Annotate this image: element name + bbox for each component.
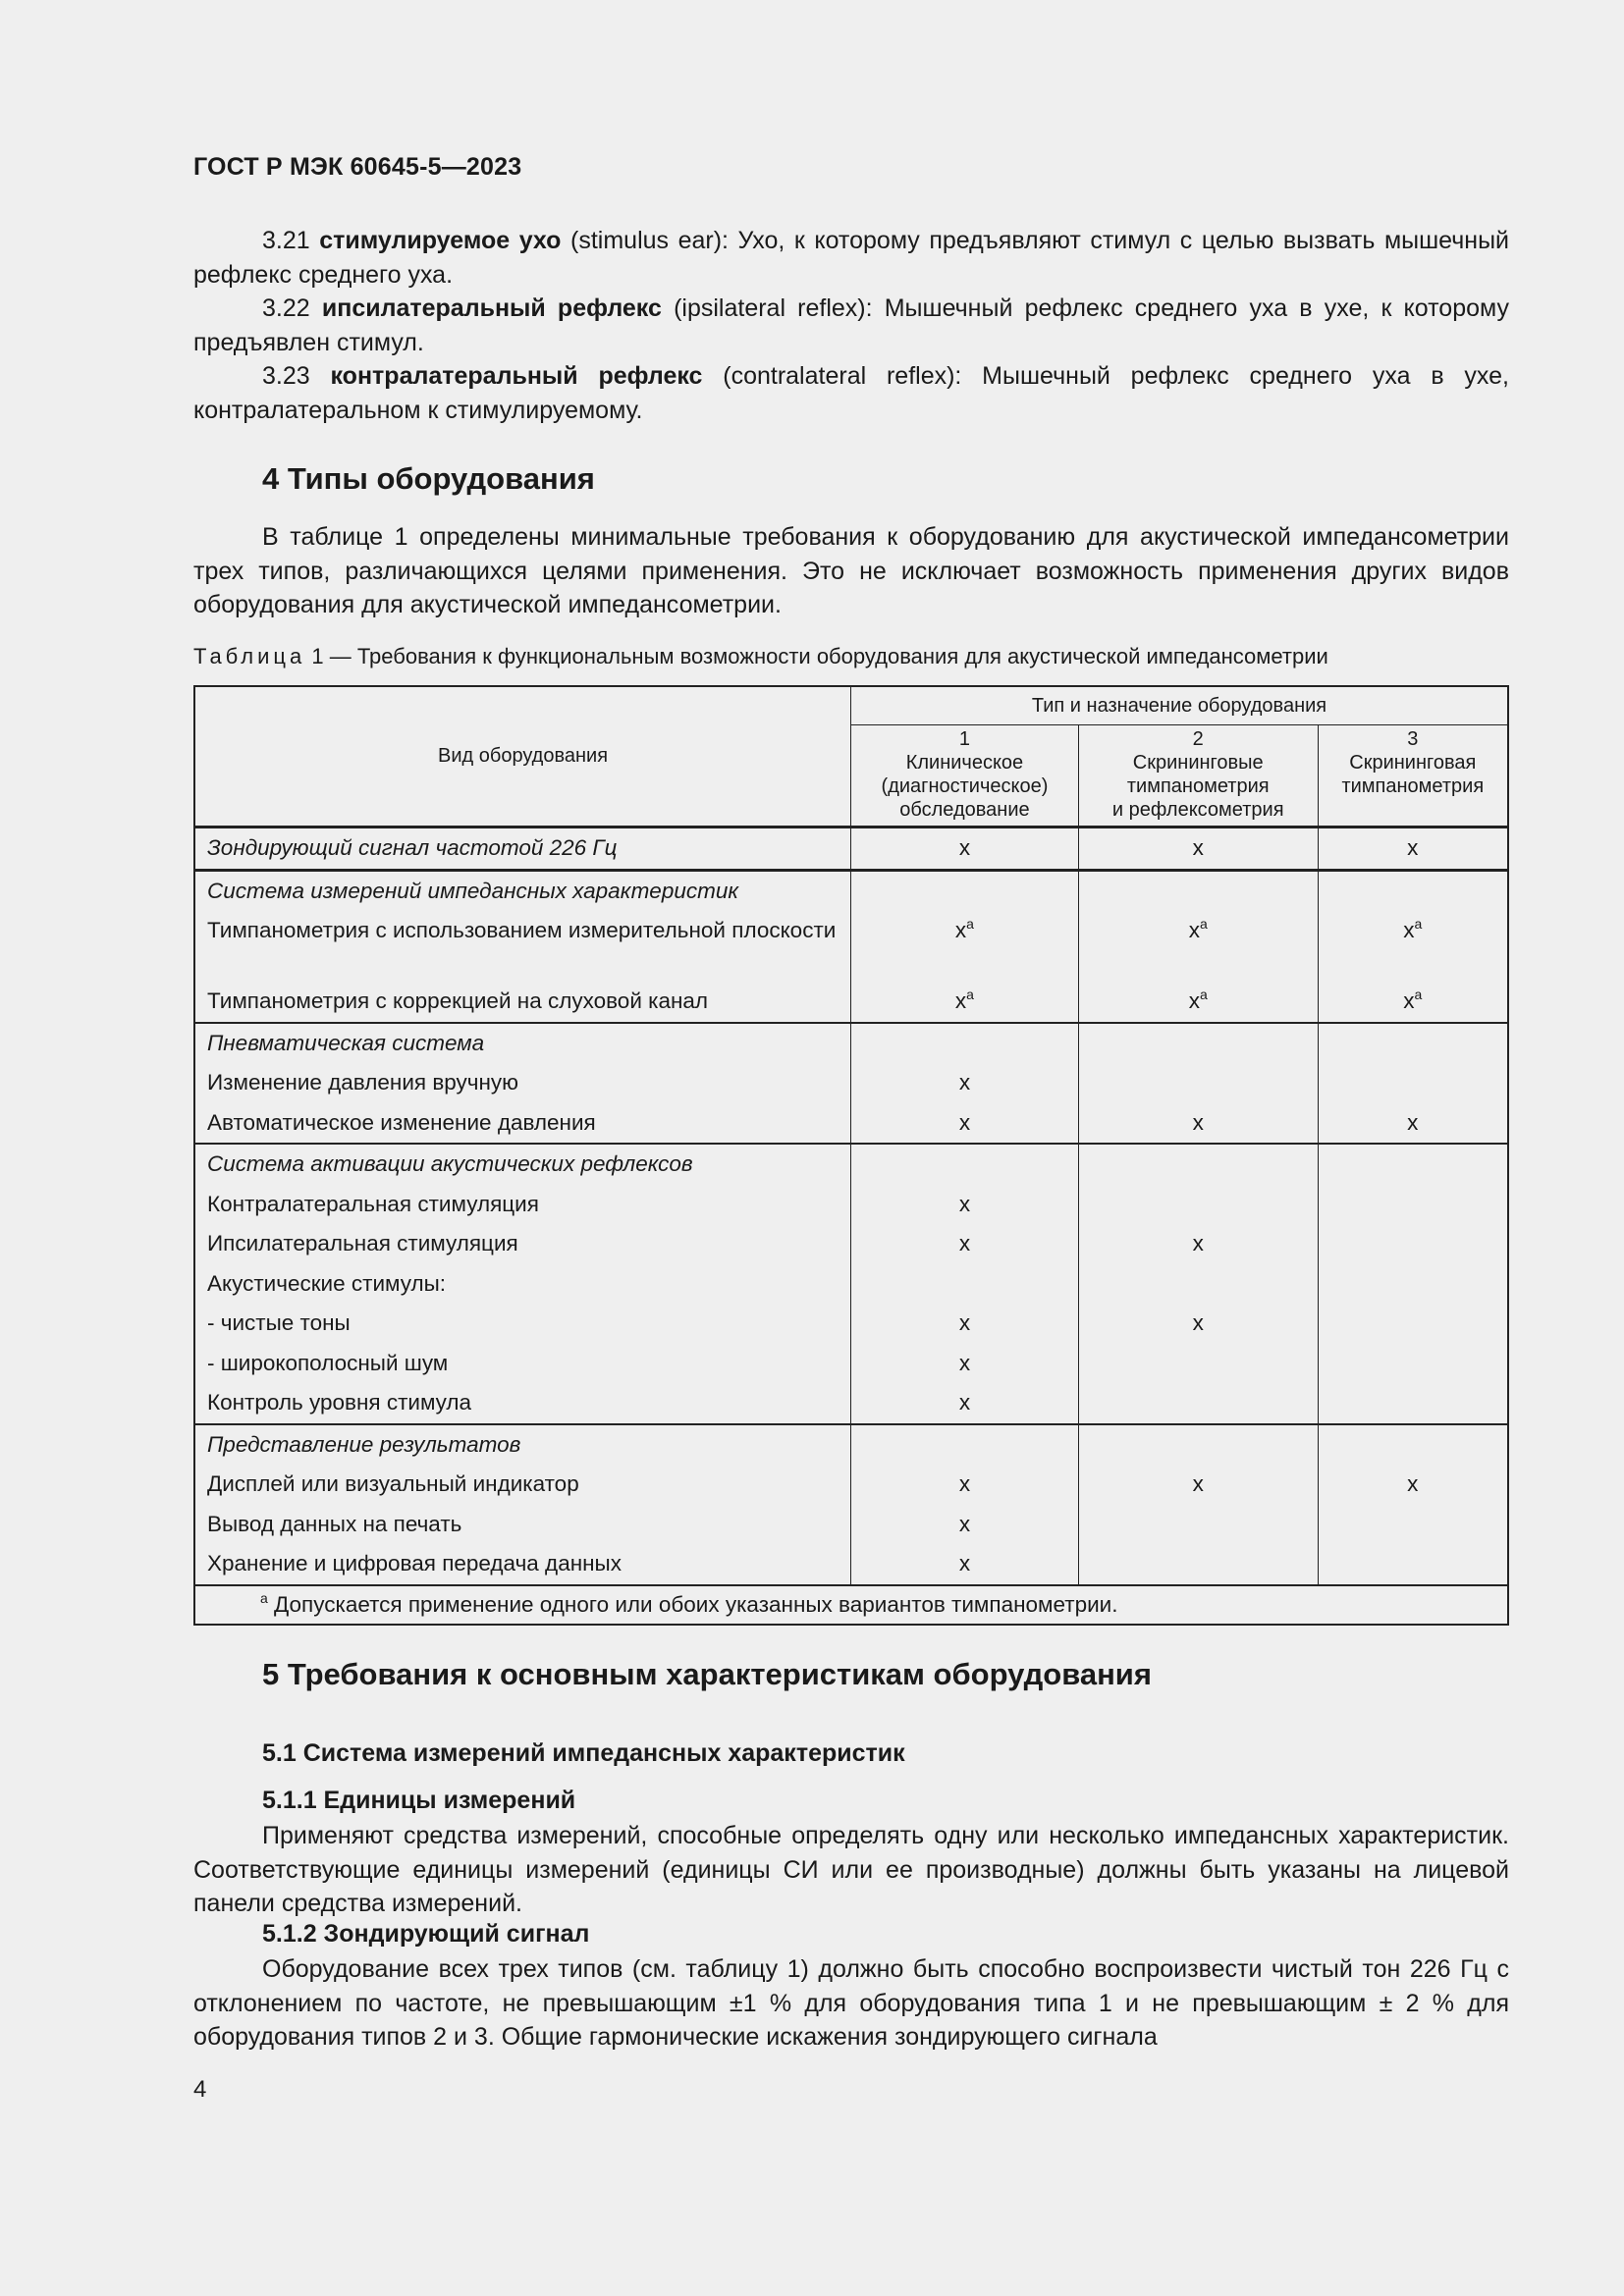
subsection-5-1-title: 5.1 Система измерений импедансных характеристик bbox=[262, 1739, 905, 1767]
term: стимулируемое ухо bbox=[319, 227, 562, 254]
header-type-3: 3 Скрининговая тимпанометрия bbox=[1318, 725, 1508, 828]
header-kind: Вид оборудования bbox=[194, 686, 851, 828]
subsection-5-1-2-title: 5.1.2 Зондирующий сигнал bbox=[262, 1920, 590, 1948]
header-group: Тип и назначение оборудования bbox=[851, 686, 1508, 725]
subsection-5-1-1-text: Применяют средства измерений, способные определять одну или несколько импедансных характеристик. Соответствующие единицы измерений (единицы СИ или ее производные) должны быть указаны на лицевой панели средства измерений. bbox=[193, 1822, 1509, 1917]
section-4-title: 4 Типы оборудования bbox=[262, 461, 595, 496]
table-row: - широкополосный шум x bbox=[194, 1344, 1508, 1384]
table-row: Представление результатов bbox=[194, 1424, 1508, 1466]
table-row: Тимпанометрия с коррекцией на слуховой канал $x^a$ $x^a$ $x^a$ bbox=[194, 982, 1508, 1023]
definition-3-21: 3.21 стимулируемое ухо (stimulus ear): Ухо, к которому предъявляют стимул с целью вызвать мышечный рефлекс среднего уха. bbox=[193, 227, 1510, 289]
table-footnote: $^a$ Допускается применение одного или обоих указанных вариантов тимпанометрии. bbox=[194, 1585, 1508, 1625]
term: ипсилатеральный рефлекс bbox=[321, 294, 662, 322]
definition-3-22: 3.22 ипсилатеральный рефлекс (ipsilateral reflex): Мышечный рефлекс среднего уха в ухе, к которому предъявлен стимул. bbox=[193, 294, 1509, 356]
table-row: Изменение давления вручную x bbox=[194, 1063, 1508, 1103]
table-row: Акустические стимулы: bbox=[194, 1264, 1508, 1305]
header-type-1: 1 Клиническое (диагностическое) обследование bbox=[851, 725, 1079, 828]
subsection-5-1-2-text: Оборудование всех трех типов (см. таблицу 1) должно быть способно воспроизвести чистый тон 226 Гц с отклонением по частоте, не превышающим ±1 % для оборудования типа 1 и не превышающим ± 2 % для оборудования типов 2 и 3. Общие гармонические искажения зондирующего сигнала bbox=[193, 1955, 1509, 2051]
table-row: Пневматическая система bbox=[194, 1023, 1508, 1064]
section-4-intro: В таблице 1 определены минимальные требования к оборудованию для акустической импедансометрии трех типов, различающихся целями применения. Это не исключает возможность применения других видов оборудования для акустической импедансометрии. bbox=[193, 523, 1509, 618]
section-5-title: 5 Требования к основным характеристикам оборудования bbox=[262, 1657, 1152, 1691]
table-row: Вывод данных на печать x bbox=[194, 1505, 1508, 1545]
table-row: Хранение и цифровая передача данных x bbox=[194, 1544, 1508, 1585]
table-row: Контралатеральная стимуляция x bbox=[194, 1185, 1508, 1225]
table-row: Тимпанометрия с использованием измерительной плоскости $x^a$ $x^a$ $x^a$ bbox=[194, 911, 1508, 982]
term: контралатеральный рефлекс bbox=[330, 362, 703, 390]
requirements-table bbox=[193, 685, 1509, 1626]
subsection-5-1-1-title: 5.1.1 Единицы измерений bbox=[262, 1787, 576, 1814]
page-number: 4 bbox=[193, 2076, 207, 2103]
definition-3-23: 3.23 контралатеральный рефлекс (contralateral reflex): Мышечный рефлекс среднего уха в ухе, контралатеральном к стимулируемому. bbox=[193, 362, 1509, 424]
table-row: Ипсилатеральная стимуляция x x bbox=[194, 1224, 1508, 1264]
header-type-2: 2 Скрининговые тимпанометрия и рефлексометрия bbox=[1078, 725, 1318, 828]
table-row: Система измерений импедансных характеристик bbox=[194, 870, 1508, 911]
table-row: Система активации акустических рефлексов bbox=[194, 1144, 1508, 1185]
table-row: Автоматическое изменение давления x x x bbox=[194, 1103, 1508, 1145]
definitions bbox=[193, 224, 1509, 427]
table-caption: Таблица 1 — Требования к функциональным возможности оборудования для акустической импедансометрии bbox=[193, 644, 1328, 668]
document-header: ГОСТ Р МЭК 60645-5—2023 bbox=[193, 153, 522, 181]
table-row: Дисплей или визуальный индикатор x x x bbox=[194, 1465, 1508, 1505]
table-row: - чистые тоны x x bbox=[194, 1304, 1508, 1344]
table-row: Зондирующий сигнал частотой 226 Гц x x x bbox=[194, 828, 1508, 871]
table-row: Контроль уровня стимула x bbox=[194, 1383, 1508, 1424]
